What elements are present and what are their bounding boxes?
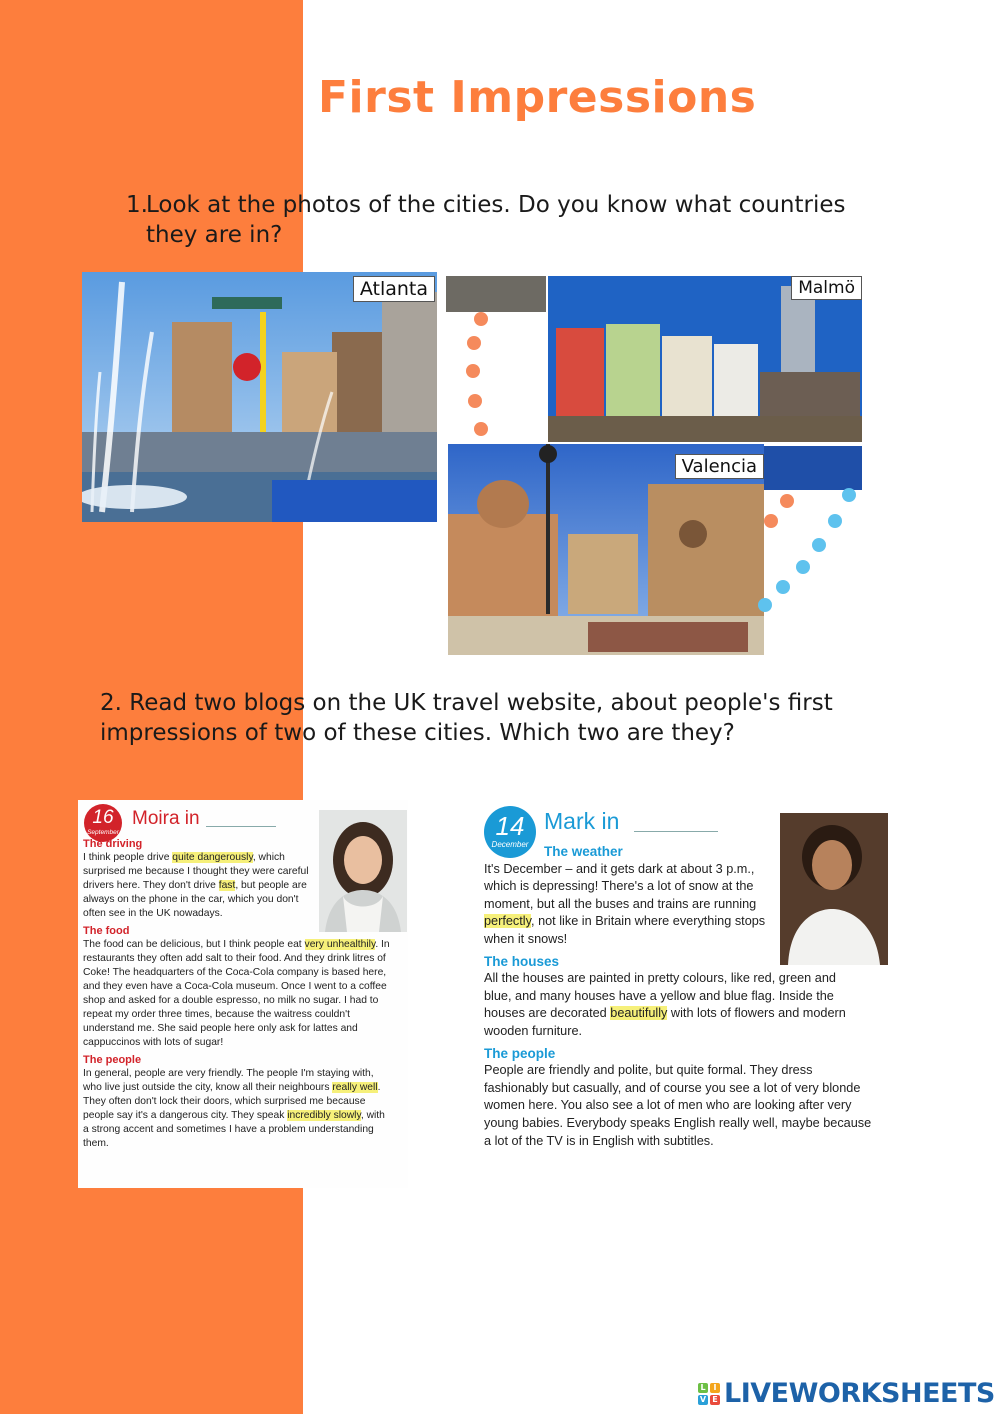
- logo-text: LIVEWORKSHEETS: [724, 1378, 995, 1409]
- decorative-dot: [474, 312, 488, 326]
- paragraph: [83, 851, 313, 921]
- text: It's December – and it gets dark at about 3 p.m., which is depressing! There's a lot of snow at the moment, but all the buses and trains are running: [484, 861, 757, 911]
- date-month: December: [491, 840, 529, 849]
- text: . They often don't lock their doors, which surprised me because people say it's a dangerous city. They speak: [83, 1082, 381, 1121]
- blog-mark: [478, 800, 890, 1186]
- decorative-dot: [466, 364, 480, 378]
- paragraph: [484, 970, 849, 1040]
- malmo-label: Malmö: [791, 276, 862, 300]
- atlanta-label: Atlanta: [353, 276, 435, 302]
- highlight: fast: [218, 880, 236, 891]
- question-1-number: 1.: [126, 192, 148, 218]
- highlight: very unhealthily: [304, 939, 376, 950]
- text: . In restaurants they often add salt to their food. And they drink litres of Coke! The headquarters of the Coca-Cola company is based here, and they even have a Coca-Cola museum. Once I went to a coffee shop and asked for a double espresso, no milk no sugar. I had to repeat my order three times, because the waitress couldn't understand me. She said people here only ask for lattes and cappuccinos with lots of sugar!: [83, 939, 390, 1048]
- paragraph: [484, 861, 776, 949]
- decorative-dot: [764, 514, 778, 528]
- highlight: incredibly slowly: [287, 1110, 361, 1121]
- paragraph: [83, 1067, 393, 1151]
- decorative-dot: [812, 538, 826, 552]
- question-2-line-1: 2. Read two blogs on the UK travel website, about people's first: [100, 690, 833, 716]
- section-heading: The weather: [544, 844, 623, 859]
- highlight: quite dangerously: [172, 852, 253, 863]
- text: with lots of flowers and modern wooden furniture.: [484, 1006, 846, 1038]
- section-heading: The people: [83, 1054, 142, 1066]
- valencia-photo: [448, 444, 764, 655]
- blog-moira: [78, 800, 408, 1188]
- decorative-dot: [467, 336, 481, 350]
- logo-letter: I: [710, 1383, 720, 1393]
- section-heading: The food: [83, 925, 130, 937]
- decorative-dot: [468, 394, 482, 408]
- question-2: [100, 688, 880, 748]
- paragraph: People are friendly and polite, but quite formal. They dress fashionably but casually, and of course you see a lot of very blonde women here. You also see a lot of men who are looking after very young babies. Everybody speaks English really well, maybe because a lot of the TV is in English with subtitles.: [484, 1063, 872, 1148]
- text: , not like in Britain where everything stops when it snows!: [484, 914, 766, 946]
- blog-author: Mark in: [544, 808, 620, 834]
- text: , which surprised me because I thought they were careful drivers here. They don't drive: [83, 852, 309, 891]
- blog-moira-body: [83, 834, 393, 1151]
- text: , but people are always on the phone in the car, which you don't often see in the UK nowadays.: [83, 880, 307, 919]
- blog-mark-body: [484, 843, 874, 1150]
- decorative-dot: [796, 560, 810, 574]
- liveworksheets-logo: [698, 1378, 995, 1409]
- logo-letter: E: [710, 1395, 720, 1405]
- section-heading: The people: [484, 1045, 556, 1061]
- highlight: perfectly: [484, 914, 532, 929]
- logo-letter: V: [699, 1394, 707, 1404]
- text: In general, people are very friendly. The people I'm staying with, who live just outside the city, know all their neighbours: [83, 1068, 374, 1093]
- highlight: really well: [332, 1082, 378, 1093]
- highlight: beautifully: [610, 1006, 668, 1021]
- question-1: [126, 190, 886, 250]
- question-2-line-2: impressions of two of these cities. Which two are they?: [100, 720, 735, 746]
- logo-letter: L: [698, 1383, 708, 1393]
- decorative-dot: [828, 514, 842, 528]
- decorative-dot: [780, 494, 794, 508]
- question-1-line-1: Look at the photos of the cities. Do you know what countries: [146, 192, 846, 218]
- section-heading: The driving: [83, 838, 143, 850]
- date-day: 16: [92, 807, 114, 828]
- decorative-dot: [474, 422, 488, 436]
- text: All the houses are painted in pretty colours, like red, green and blue, and many houses have a yellow and blue flag. Inside the houses are decorated: [484, 971, 836, 1021]
- page-title: First Impressions: [318, 72, 757, 123]
- date-month: September: [87, 829, 119, 836]
- text: The food can be delicious, but I think people eat: [83, 939, 305, 950]
- decorative-dot: [776, 580, 790, 594]
- section-heading: The houses: [484, 953, 560, 969]
- valencia-label: Valencia: [675, 454, 764, 479]
- decorative-dot: [758, 598, 772, 612]
- date-day: 14: [495, 811, 525, 841]
- answer-blank-line: [634, 831, 718, 832]
- decorative-dot: [842, 488, 856, 502]
- question-1-line-2: they are in?: [146, 222, 283, 248]
- answer-blank-line: [206, 826, 276, 827]
- text: I think people drive: [83, 852, 173, 863]
- atlanta-photo: [82, 272, 437, 522]
- blog-author: Moira in: [132, 808, 200, 829]
- logo-mark: [698, 1383, 720, 1405]
- paragraph: [83, 938, 393, 1050]
- text: , with a strong accent and sometimes I have a problem understanding them.: [83, 1110, 385, 1149]
